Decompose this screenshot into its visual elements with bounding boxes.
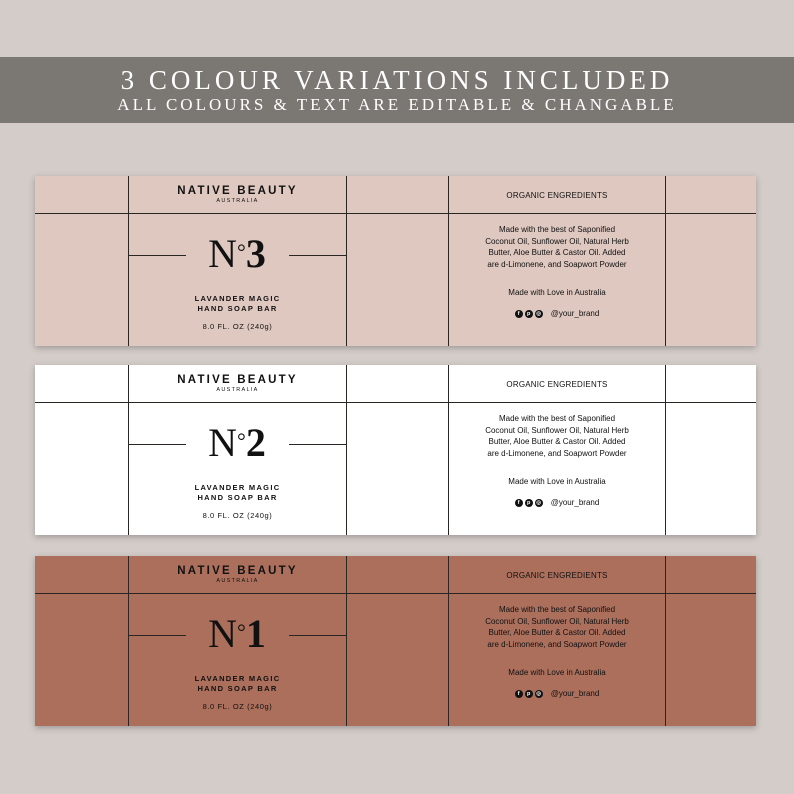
made-in-text: Made with Love in Australia: [508, 477, 606, 486]
product-size: 8.0 FL. OZ (240g): [202, 511, 273, 520]
brand-name: NATIVE BEAUTY: [177, 565, 298, 577]
soap-label-variant-3: [35, 176, 756, 346]
facebook-icon: f: [515, 690, 523, 698]
instagram-icon: ◎: [536, 691, 542, 697]
soap-label-variant-1: [35, 556, 756, 726]
product-number: N°3: [208, 231, 266, 276]
brand-subtitle: AUSTRALIA: [216, 387, 259, 393]
made-in-text: Made with Love in Australia: [508, 668, 606, 677]
ingredients-description: Made with the best of Saponified Coconut Oil, Sunflower Oil, Natural Herb Butter, Aloe Butter & Castor Oil. Added are d-Limonene, and Soapwort Powder: [485, 605, 629, 649]
instagram-icon: ◎: [536, 500, 542, 506]
social-handle: @your_brand: [550, 498, 600, 507]
pinterest-icon: p: [525, 310, 533, 318]
ingredients-title: ORGANIC ENGREDIENTS: [506, 380, 608, 389]
ingredients-title: ORGANIC ENGREDIENTS: [506, 191, 608, 200]
ingredients-title: ORGANIC ENGREDIENTS: [506, 571, 608, 580]
product-number: N°1: [208, 611, 266, 656]
facebook-icon: f: [515, 499, 523, 507]
facebook-icon: f: [515, 310, 523, 318]
brand-name: NATIVE BEAUTY: [177, 374, 298, 386]
product-size: 8.0 FL. OZ (240g): [202, 322, 273, 331]
ingredients-description: Made with the best of Saponified Coconut Oil, Sunflower Oil, Natural Herb Butter, Aloe Butter & Castor Oil. Added are d-Limonene, and Soapwort Powder: [485, 225, 629, 269]
instagram-icon: ◎: [536, 311, 542, 317]
brand-subtitle: AUSTRALIA: [216, 578, 259, 584]
header-banner: [0, 57, 794, 123]
pinterest-icon: p: [525, 499, 533, 507]
pinterest-icon: p: [525, 690, 533, 698]
banner-subtitle: ALL COLOURS & TEXT ARE EDITABLE & CHANGABLE: [117, 95, 677, 114]
banner-title: 3 COLOUR VARIATIONS INCLUDED: [120, 65, 674, 95]
product-name: LAVANDER MAGIC HAND SOAP BAR: [194, 294, 281, 313]
product-size: 8.0 FL. OZ (240g): [202, 702, 273, 711]
social-row: [449, 689, 665, 699]
made-in-text: Made with Love in Australia: [508, 288, 606, 297]
brand-subtitle: AUSTRALIA: [216, 198, 259, 204]
social-handle: @your_brand: [550, 309, 600, 318]
social-handle: @your_brand: [550, 689, 600, 698]
social-row: [449, 498, 665, 508]
product-name: LAVANDER MAGIC HAND SOAP BAR: [194, 674, 281, 693]
social-row: [449, 309, 665, 319]
soap-label-variant-2: [35, 365, 756, 535]
ingredients-description: Made with the best of Saponified Coconut Oil, Sunflower Oil, Natural Herb Butter, Aloe Butter & Castor Oil. Added are d-Limonene, and Soapwort Powder: [485, 414, 629, 458]
brand-name: NATIVE BEAUTY: [177, 185, 298, 197]
product-number: N°2: [208, 420, 266, 465]
product-name: LAVANDER MAGIC HAND SOAP BAR: [194, 483, 281, 502]
